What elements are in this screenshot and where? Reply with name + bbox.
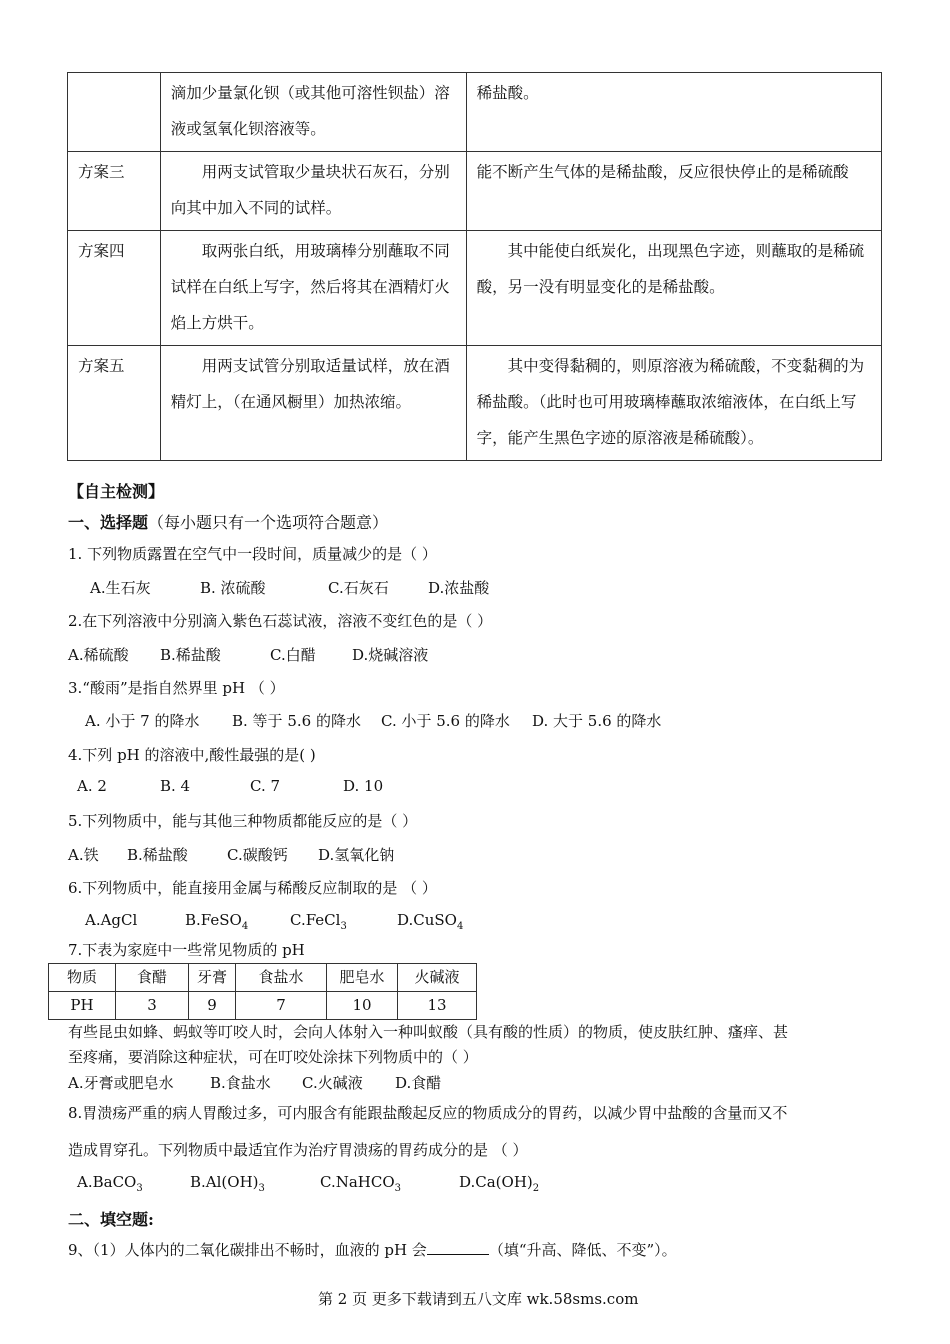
ph-table bbox=[48, 963, 477, 1020]
q6-option-b bbox=[185, 911, 248, 932]
question-2-stem: 2.在下列溶液中分别滴入紫色石蕊试液，溶液不变红色的是（ ） bbox=[68, 612, 493, 630]
subscript: 4 bbox=[241, 921, 249, 932]
option-text: C.NaHCO bbox=[320, 1173, 395, 1191]
table-header-cell: 牙膏 bbox=[189, 964, 236, 992]
q1-option-b: B. 浓硫酸 bbox=[200, 579, 266, 597]
subscript: 4 bbox=[456, 921, 464, 932]
q7-option-d: D.食醋 bbox=[395, 1074, 442, 1092]
subscript: 3 bbox=[340, 921, 347, 932]
q8-option-d bbox=[459, 1173, 539, 1194]
part1-heading bbox=[68, 510, 388, 533]
page-footer: 第 2 页 更多下载请到五八文库 wk.58sms.com bbox=[318, 1290, 639, 1308]
q8-option-a bbox=[77, 1173, 143, 1194]
q4-option-d: D. 10 bbox=[343, 777, 384, 795]
result-text: 稀盐酸。 bbox=[476, 84, 539, 102]
q4-option-c: C. 7 bbox=[250, 777, 281, 795]
q5-option-c: C.碳酸钙 bbox=[227, 846, 288, 864]
q8-line-1: 8.胃溃疡严重的病人胃酸过多，可内服含有能跟盐酸起反应的物质成分的胃药，以减少胃中盐酸的含量而又不 bbox=[68, 1104, 788, 1122]
q2-option-c: C.白醋 bbox=[270, 646, 316, 664]
table-header-cell: 火碱液 bbox=[398, 964, 477, 992]
method-result bbox=[466, 152, 881, 231]
q7-option-b: B.食盐水 bbox=[210, 1074, 271, 1092]
method-name: 方案三 bbox=[68, 152, 161, 231]
q5-option-d: D.氢氧化钠 bbox=[318, 846, 395, 864]
q8-option-b bbox=[190, 1173, 265, 1194]
table-header-cell: 物质 bbox=[49, 964, 116, 992]
q2-option-d: D.烧碱溶液 bbox=[352, 646, 429, 664]
option-text: D.CuSO bbox=[397, 911, 457, 929]
q5-option-a: A.铁 bbox=[68, 846, 99, 864]
result-text: 能不断产生气体的是稀盐酸，反应很快停止的是稀硫酸 bbox=[476, 163, 849, 181]
q5-option-b: B.稀盐酸 bbox=[127, 846, 188, 864]
methods-table bbox=[67, 72, 882, 461]
table-cell: 3 bbox=[116, 992, 189, 1020]
table-row bbox=[49, 992, 477, 1020]
q3-option-d: D. 大于 5.6 的降水 bbox=[532, 712, 662, 730]
subscript: 2 bbox=[532, 1183, 540, 1194]
question-1-stem: 1. 下列物质露置在空气中一段时间，质量减少的是（ ） bbox=[68, 545, 437, 563]
part1-note: （每小题只有一个选项符合题意） bbox=[148, 513, 389, 532]
table-row bbox=[68, 346, 882, 461]
table-row bbox=[68, 152, 882, 231]
q7-option-c: C.火碱液 bbox=[302, 1074, 363, 1092]
method-text: 用两支试管分别取适量试样，放在酒精灯上，（在通风橱里）加热浓缩。 bbox=[170, 357, 450, 411]
part1-title: 一、选择题 bbox=[68, 513, 149, 532]
answer-blank[interactable] bbox=[427, 1240, 489, 1255]
q8-line-2: 造成胃穿孔。下列物质中最适宜作为治疗胃溃疡的胃药成分的是 （ ） bbox=[68, 1141, 528, 1159]
method-name bbox=[68, 73, 161, 152]
table-cell: 9 bbox=[189, 992, 236, 1020]
method-text: 用两支试管取少量块状石灰石，分别向其中加入不同的试样。 bbox=[170, 163, 450, 217]
method-text: 取两张白纸，用玻璃棒分别蘸取不同试样在白纸上写字，然后将其在酒精灯火焰上方烘干。 bbox=[170, 242, 450, 332]
question-5-stem: 5.下列物质中，能与其他三种物质都能反应的是（ ） bbox=[68, 812, 418, 830]
subscript: 3 bbox=[136, 1183, 143, 1194]
q9-suffix: （填“升高、降低、不变”）。 bbox=[488, 1241, 677, 1259]
result-text: 其中变得黏稠的，则原溶液为稀硫酸，不变黏稠的为稀盐酸。（此时也可用玻璃棒蘸取浓缩液体，在白纸上写字，能产生黑色字迹的原溶液是稀硫酸）。 bbox=[476, 357, 865, 447]
table-header-cell: 食醋 bbox=[116, 964, 189, 992]
method-name: 方案四 bbox=[68, 231, 161, 346]
table-cell: 7 bbox=[236, 992, 327, 1020]
table-cell: 13 bbox=[398, 992, 477, 1020]
q1-option-a: A.生石灰 bbox=[90, 579, 151, 597]
q4-option-a: A. 2 bbox=[77, 777, 107, 795]
q3-option-c: C. 小于 5.6 的降水 bbox=[381, 712, 510, 730]
q2-option-a: A.稀硫酸 bbox=[68, 646, 129, 664]
method-description bbox=[160, 152, 466, 231]
question-7-stem: 7.下表为家庭中一些常见物质的 pH bbox=[68, 941, 305, 959]
table-cell: 10 bbox=[327, 992, 398, 1020]
q4-option-b: B. 4 bbox=[160, 777, 191, 795]
method-text: 滴加少量氯化钡（或其他可溶性钡盐）溶液或氢氧化钡溶液等。 bbox=[170, 84, 450, 138]
method-description bbox=[160, 231, 466, 346]
table-header-cell: 食盐水 bbox=[236, 964, 327, 992]
method-result bbox=[466, 73, 881, 152]
q9-prefix: 9、（1）人体内的二氧化碳排出不畅时，血液的 pH 会 bbox=[68, 1241, 427, 1259]
q1-option-c: C.石灰石 bbox=[328, 579, 389, 597]
table-header-cell: 肥皂水 bbox=[327, 964, 398, 992]
table-row bbox=[49, 964, 477, 992]
table-row bbox=[68, 73, 882, 152]
method-result bbox=[466, 231, 881, 346]
question-9 bbox=[68, 1239, 677, 1260]
part2-heading: 二、填空题: bbox=[68, 1210, 154, 1229]
option-text: B.Al(OH) bbox=[190, 1173, 259, 1191]
question-6-stem: 6.下列物质中，能直接用金属与稀酸反应制取的是 （ ） bbox=[68, 879, 437, 897]
q3-option-a: A. 小于 7 的降水 bbox=[85, 712, 200, 730]
method-name: 方案五 bbox=[68, 346, 161, 461]
subscript: 3 bbox=[258, 1183, 265, 1194]
option-text: B.FeSO bbox=[185, 911, 242, 929]
method-description bbox=[160, 73, 466, 152]
q1-option-d: D.浓盐酸 bbox=[428, 579, 490, 597]
q7-text-line-2: 至疼痛，要消除这种症状，可在叮咬处涂抹下列物质中的（ ） bbox=[68, 1048, 478, 1066]
q2-option-b: B.稀盐酸 bbox=[160, 646, 221, 664]
section-heading: 【自主检测】 bbox=[68, 482, 165, 501]
option-text: C.FeCl bbox=[290, 911, 341, 929]
q3-option-b: B. 等于 5.6 的降水 bbox=[232, 712, 361, 730]
question-4-stem: 4.下列 pH 的溶液中,酸性最强的是( ) bbox=[68, 746, 316, 764]
result-text: 其中能使白纸炭化，出现黑色字迹，则蘸取的是稀硫酸，另一没有明显变化的是稀盐酸。 bbox=[476, 242, 865, 296]
option-text: A.BaCO bbox=[77, 1173, 137, 1191]
subscript: 3 bbox=[394, 1183, 402, 1194]
method-description bbox=[160, 346, 466, 461]
q8-option-c bbox=[320, 1173, 401, 1194]
q7-text-line-1: 有些昆虫如蜂、蚂蚁等叮咬人时，会向人体射入一种叫蚁酸（具有酸的性质）的物质，使皮肤红肿、瘙痒、甚 bbox=[68, 1023, 789, 1041]
table-row bbox=[68, 231, 882, 346]
question-3-stem: 3.“酸雨”是指自然界里 pH （ ） bbox=[68, 679, 285, 697]
q6-option-c bbox=[290, 911, 347, 932]
q6-option-d bbox=[397, 911, 463, 932]
q6-option-a: A.AgCl bbox=[85, 911, 138, 929]
method-result bbox=[466, 346, 881, 461]
table-cell: PH bbox=[49, 992, 116, 1020]
q7-option-a: A.牙膏或肥皂水 bbox=[68, 1074, 174, 1092]
option-text: D.Ca(OH) bbox=[459, 1173, 533, 1191]
